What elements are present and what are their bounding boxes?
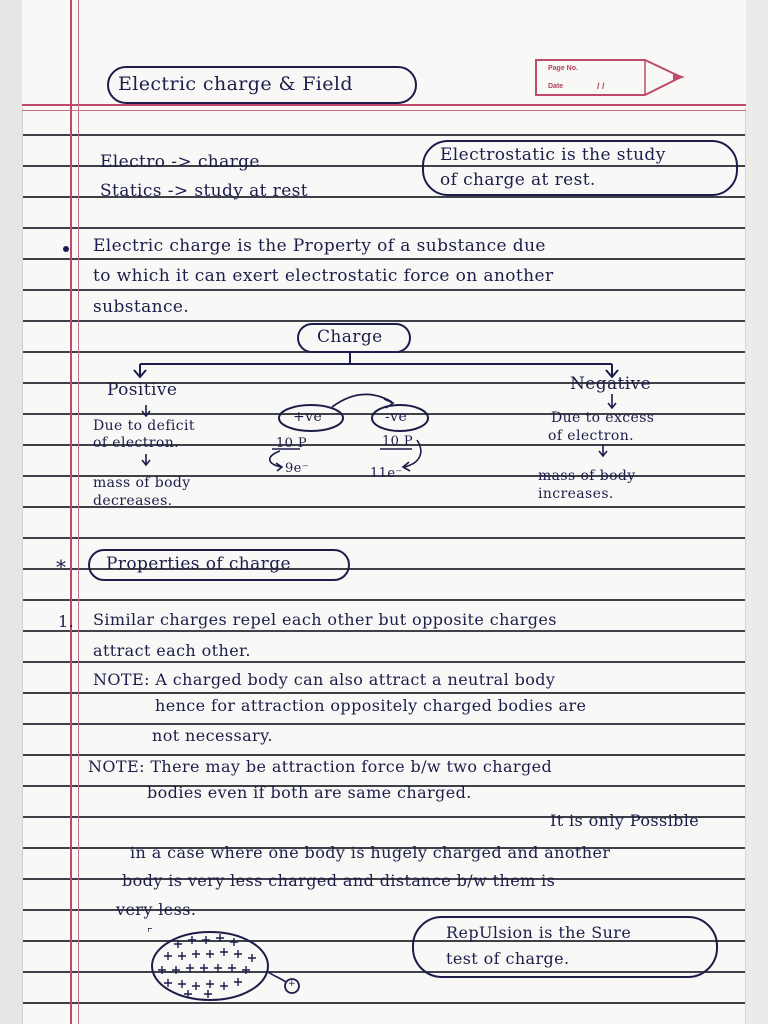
date-label: Date: [548, 83, 564, 90]
negative-label: Negative: [570, 374, 652, 394]
statics-line: Statics -> study at rest: [100, 181, 309, 201]
note2-line2: bodies even if both are same charged.: [147, 783, 472, 802]
properties-heading: Properties of charge: [106, 554, 291, 574]
note1-line2: hence for attraction oppositely charged bodies are: [155, 696, 587, 715]
property1-line2: attract each other.: [93, 641, 251, 660]
star-marker: *: [56, 555, 67, 579]
negative-ion-electrons: 11e⁻: [370, 466, 403, 481]
date-slashes: / /: [597, 81, 605, 91]
electrostatic-definition-line2: of charge at rest.: [440, 170, 596, 190]
header-rule-secondary: [22, 110, 746, 111]
header-rule: [22, 104, 746, 106]
property1-line1: Similar charges repel each other but opposite charges: [93, 610, 557, 629]
note2-line1: NOTE: There may be attraction force b/w two charged: [88, 757, 553, 776]
positive-ion-electrons: 9e⁻: [285, 461, 310, 476]
margin-line-secondary: [78, 0, 79, 1024]
small-charge-sign: +: [288, 979, 296, 989]
charge-definition-line1: Electric charge is the Property of a substance due: [93, 236, 546, 256]
positive-ion-label: +ve: [293, 409, 323, 425]
bullet-point: [63, 246, 69, 252]
charged-bodies-sketch: [148, 928, 308, 1008]
note2-line4: in a case where one body is hugely charged and another: [130, 843, 611, 862]
property-number: 1.: [58, 612, 75, 631]
note2-line6: very less.: [116, 900, 197, 919]
page-number-tag-icon: [533, 57, 689, 98]
right-page-edge: [745, 0, 768, 1024]
left-page-edge: [0, 0, 23, 1024]
electrostatic-definition-line1: Electrostatic is the study: [440, 145, 666, 165]
page-title: Electric charge & Field: [118, 73, 353, 95]
negative-reason-line2: of electron.: [548, 428, 634, 444]
negative-ion-label: -ve: [385, 409, 408, 425]
note1-line1: NOTE: A charged body can also attract a neutral body: [93, 670, 556, 689]
negative-mass-line1: mass of body: [538, 468, 636, 484]
negative-ion-protons: 10 P: [382, 434, 414, 449]
positive-reason-line1: Due to deficit: [93, 418, 195, 434]
note1-line3: not necessary.: [152, 726, 273, 745]
negative-mass-line2: increases.: [538, 486, 614, 502]
repulsion-line1: RepUlsion is the Sure: [446, 923, 632, 942]
repulsion-line2: test of charge.: [446, 949, 570, 968]
negative-reason-line1: Due to excess: [551, 410, 655, 426]
charge-definition-line3: substance.: [93, 297, 190, 317]
margin-line: [70, 0, 72, 1024]
charge-root-label: Charge: [317, 327, 383, 347]
electro-line: Electro -> charge: [100, 152, 260, 172]
positive-mass-line1: mass of body: [93, 475, 191, 491]
positive-label: Positive: [107, 380, 178, 400]
page-no-label: Page No.: [548, 65, 578, 72]
charge-definition-line2: to which it can exert electrostatic force on another: [93, 266, 554, 286]
note2-line5: body is very less charged and distance b/w them is: [122, 871, 556, 890]
positive-ion-protons: 10 P: [276, 436, 308, 451]
positive-mass-line2: decreases.: [93, 493, 173, 509]
note2-line3: It is only Possible: [550, 811, 700, 830]
positive-reason-line2: of electron.: [93, 435, 179, 451]
